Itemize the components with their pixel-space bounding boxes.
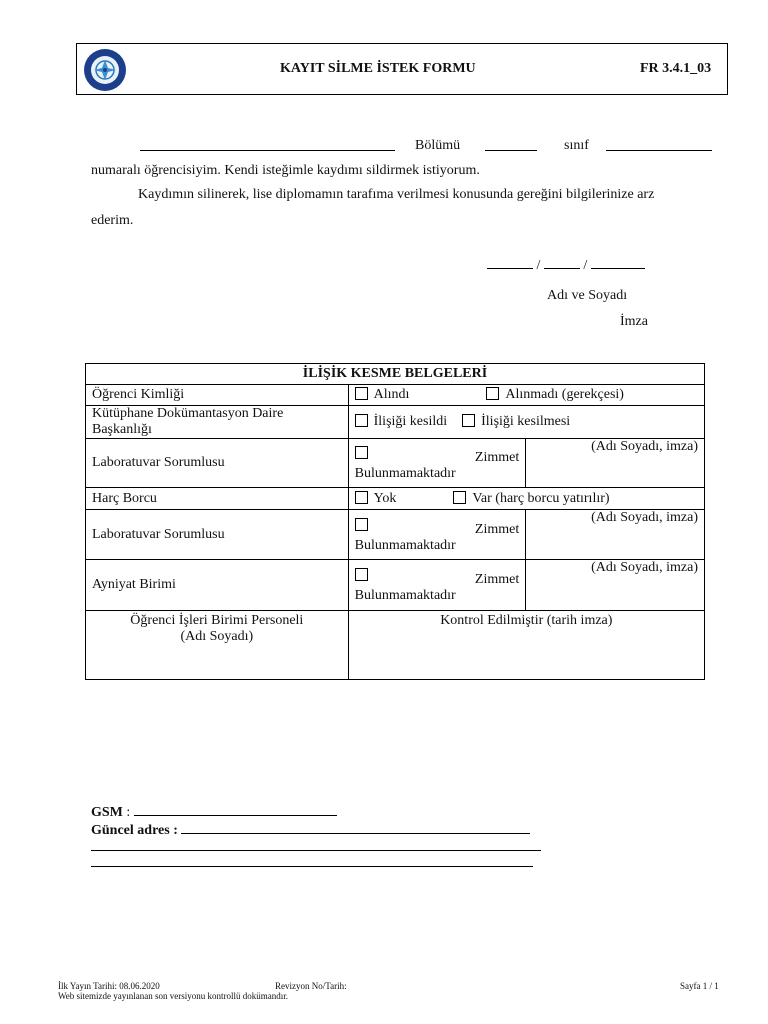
bolumu-label: Bölümü: [415, 138, 461, 153]
bolumu-blank[interactable]: [485, 138, 537, 156]
option-label: Alınmadı (gerekçesi): [505, 387, 624, 402]
first-publish-date: İlk Yayın Tarihi: 08.06.2020: [58, 981, 160, 991]
table-row: [86, 439, 705, 488]
option-label: Var (harç borcu yatırılır): [472, 490, 610, 506]
table-row: [86, 406, 705, 439]
table-row: [86, 560, 705, 611]
option-label: Yok: [373, 490, 397, 506]
name-blank[interactable]: [140, 138, 395, 156]
address-row: [91, 821, 530, 839]
revision-label: Revizyon No/Tarih:: [275, 981, 347, 991]
option-label: Alındı: [373, 387, 410, 402]
row-options: [348, 406, 704, 439]
name-surname-label: Adı ve Soyadı: [547, 288, 628, 303]
checkbox[interactable]: [355, 387, 368, 400]
checkbox[interactable]: [355, 491, 368, 504]
intro-para-2a: Kaydımın silinerek, lise diplomamın tarafıma verilmesi konusunda gereğini bilgilerinize arz: [138, 187, 655, 202]
zimmet-label: Zimmet: [474, 572, 520, 587]
sinif-blank[interactable]: [606, 138, 712, 156]
row-label: Ayniyat Birimi: [86, 560, 349, 611]
zimmet-cell: [348, 439, 526, 488]
signature-note: (Adı Soyadı, imza): [526, 510, 705, 560]
address-label: Güncel adres :: [91, 823, 178, 838]
row-label: Laboratuvar Sorumlusu: [86, 510, 349, 560]
university-logo: [81, 47, 129, 93]
checkbox[interactable]: [355, 568, 368, 581]
sinif-label: sınıf: [564, 138, 589, 153]
date-field[interactable]: / /: [487, 256, 645, 274]
address-line-2[interactable]: [91, 850, 541, 851]
table-row: [86, 611, 705, 680]
row-label: Kütüphane Dokümantasyon Daire Başkanlığı: [86, 406, 349, 439]
row-label: Laboratuvar Sorumlusu: [86, 439, 349, 488]
table-row: [86, 385, 705, 406]
gsm-row: GSM :: [91, 803, 337, 821]
signature-note: (Adı Soyadı, imza): [526, 439, 705, 488]
web-note: Web sitemizde yayınlanan son versiyonu kontrollü dokümandır.: [58, 991, 288, 1001]
page-number: Sayfa 1 / 1: [680, 981, 719, 991]
bulunmamaktadir-label: Bulunmamaktadır: [354, 537, 456, 553]
row-options: [348, 385, 704, 406]
checkbox[interactable]: [355, 446, 368, 459]
signature-label: İmza: [620, 314, 648, 329]
row-options: [348, 488, 704, 510]
address-line-3[interactable]: [91, 866, 533, 867]
signature-note: (Adı Soyadı, imza): [526, 560, 705, 611]
personnel-label: Öğrenci İşleri Birimi Personeli: [130, 613, 304, 628]
personnel-name-label: (Adı Soyadı): [180, 629, 254, 644]
row-label: Harç Borcu: [86, 488, 349, 510]
form-code: FR 3.4.1_03: [640, 61, 712, 76]
intro-line-2: numaralı öğrencisiyim. Kendi isteğimle kaydımı sildirmek istiyorum.: [91, 163, 480, 178]
checkbox[interactable]: [355, 518, 368, 531]
checkbox[interactable]: [486, 387, 499, 400]
personnel-cell: [86, 611, 349, 680]
zimmet-cell: [348, 560, 526, 611]
option-label: İlişiği kesildi: [373, 414, 448, 429]
gsm-label: GSM: [91, 805, 123, 820]
intro-para-2b: ederim.: [91, 213, 134, 228]
ilisik-kesme-table: [85, 363, 705, 680]
checkbox[interactable]: [462, 414, 475, 427]
bulunmamaktadir-label: Bulunmamaktadır: [354, 466, 456, 481]
bulunmamaktadir-label: Bulunmamaktadır: [354, 588, 456, 603]
table-title: İLİŞİK KESME BELGELERİ: [86, 364, 705, 385]
form-title: KAYIT SİLME İSTEK FORMU: [280, 61, 476, 76]
gsm-field[interactable]: [134, 803, 337, 816]
table-row: [86, 488, 705, 510]
zimmet-cell: [348, 510, 526, 560]
checkbox[interactable]: [453, 491, 466, 504]
address-field[interactable]: [181, 821, 530, 834]
zimmet-label: Zimmet: [474, 450, 520, 465]
option-label: İlişiği kesilmesi: [481, 414, 571, 429]
control-cell: Kontrol Edilmiştir (tarih imza): [348, 611, 704, 680]
zimmet-label: Zimmet: [474, 521, 520, 537]
table-row: [86, 510, 705, 560]
checkbox[interactable]: [355, 414, 368, 427]
row-label: Öğrenci Kimliği: [86, 385, 349, 406]
